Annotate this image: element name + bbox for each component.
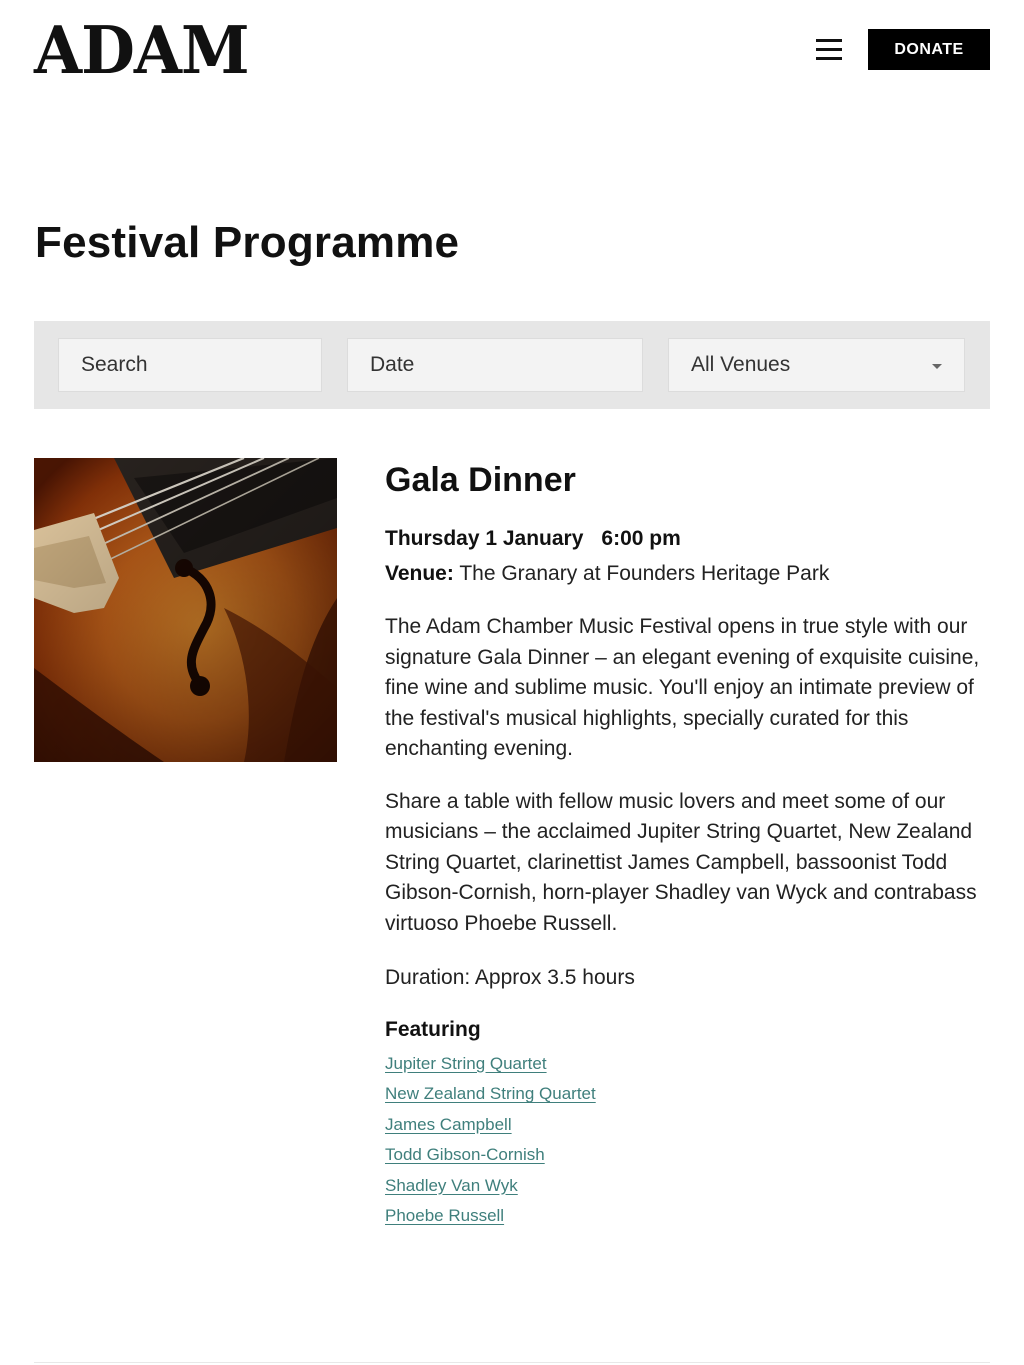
search-input[interactable]: [58, 338, 322, 392]
featuring-list: [385, 1049, 995, 1231]
list-item: [385, 1049, 995, 1079]
featuring-link[interactable]: New Zealand String Quartet: [385, 1084, 596, 1104]
event-description: The Adam Chamber Music Festival opens in true style with our signature Gala Dinner – an elegant evening of exquisite cuisine, fine wine and sublime music. You'll enjoy an intimate preview of the festival's musical highlights, specially curated for this enchanting evening.: [385, 615, 980, 760]
menu-bar: [816, 57, 842, 60]
event-title: Gala Dinner: [385, 461, 576, 499]
hamburger-menu-icon[interactable]: [812, 34, 846, 66]
featuring-heading: Featuring: [385, 1018, 481, 1041]
menu-bar: [816, 39, 842, 42]
venue-label: Venue:: [385, 562, 454, 585]
featuring-link[interactable]: Todd Gibson-Cornish: [385, 1145, 545, 1165]
featuring-link[interactable]: James Campbell: [385, 1114, 512, 1134]
filter-bar: [34, 321, 990, 409]
divider: [34, 1362, 990, 1363]
event-time: 6:00 pm: [601, 527, 681, 550]
page-title: Festival Programme: [35, 218, 460, 267]
event-duration: Duration: Approx 3.5 hours: [385, 966, 635, 989]
menu-bar: [816, 48, 842, 51]
donate-button[interactable]: DONATE: [868, 29, 990, 70]
event-date: Thursday 1 January: [385, 527, 584, 550]
event-details: [385, 460, 995, 1231]
venue-select[interactable]: [668, 338, 965, 392]
featuring-link[interactable]: Phoebe Russell: [385, 1205, 505, 1225]
venue-select-value: All Venues: [691, 353, 791, 376]
event-datetime: [385, 525, 995, 553]
featuring-link[interactable]: Shadley Van Wyk: [385, 1175, 518, 1195]
featuring-link[interactable]: Jupiter String Quartet: [385, 1054, 547, 1073]
list-item: [385, 1201, 995, 1231]
list-item: [385, 1171, 995, 1201]
chevron-down-icon: [932, 364, 942, 369]
venue-name: The Granary at Founders Heritage Park: [459, 562, 830, 585]
list-item: [385, 1110, 995, 1140]
violin-photo: [34, 458, 337, 762]
event-venue: [385, 560, 995, 588]
event-description: Share a table with fellow music lovers and meet some of our musicians – the acclaimed Jupiter String Quartet, New Zealand String Quartet, clarinettist James Campbell, bassoonist Todd Gibson-Cornish, horn-player Shadley van Wyck and contrabass virtuoso Phoebe Russell.: [385, 789, 977, 935]
date-input[interactable]: [347, 338, 643, 392]
list-item: [385, 1140, 995, 1170]
site-header: [0, 0, 1024, 100]
site-logo[interactable]: ADAM: [34, 11, 249, 89]
list-item: [385, 1079, 995, 1109]
violin-illustration: [34, 458, 337, 762]
